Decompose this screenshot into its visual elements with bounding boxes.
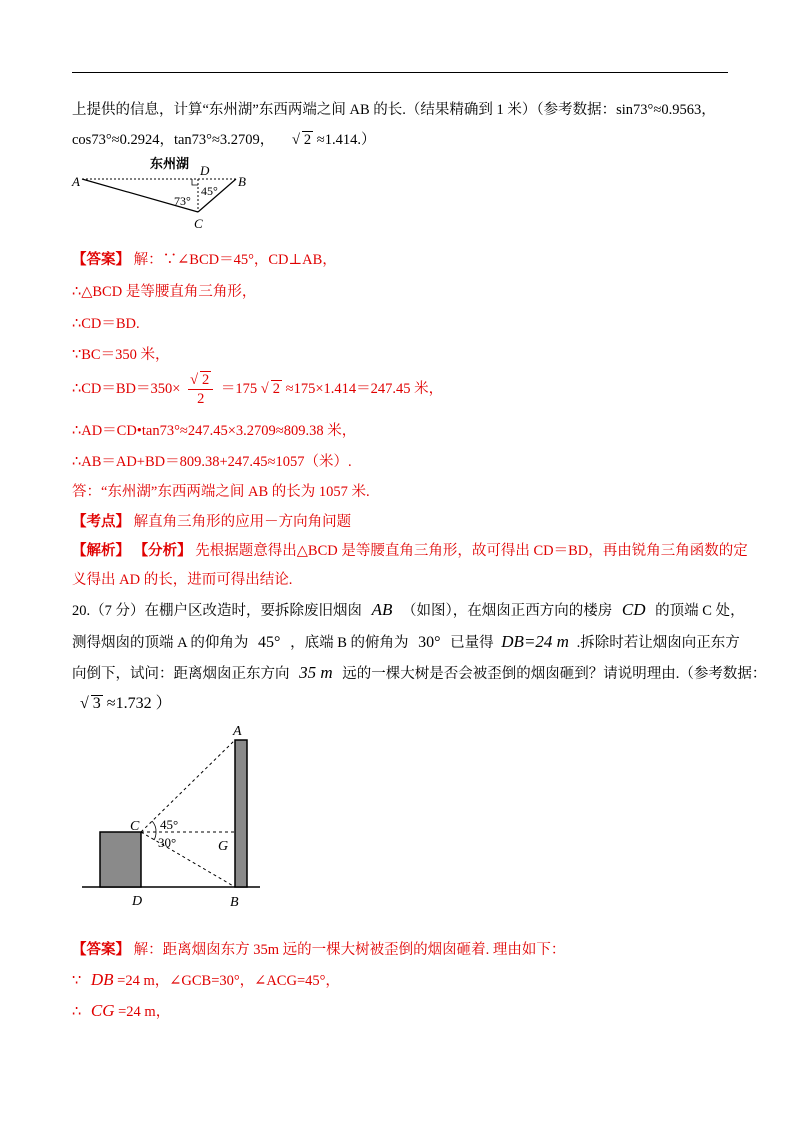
- fraction-numerator: 2: [202, 372, 210, 389]
- p20-l3a: 向倒下，试问：距离烟囱正东方向: [72, 666, 290, 682]
- answer19-line2: ∴△BCD 是等腰直角三角形，: [72, 284, 257, 300]
- problem20-line4: √ 3 ≈1.732 ）: [80, 695, 172, 712]
- p20-l3b: 远的一棵大树是否会被歪倒的烟囱砸到？请说明理由.（参考数据：: [342, 666, 767, 682]
- problem20-line3: [72, 663, 766, 684]
- lake-figure: [70, 150, 260, 235]
- point-A2: A: [233, 724, 242, 739]
- p20-angle45: 45°: [258, 634, 281, 651]
- point-D: D: [200, 163, 210, 178]
- answer20-DB: DB: [90, 970, 114, 989]
- point-B2: B: [230, 895, 239, 910]
- answer20-text1: 解：距离烟囱东方 35m 远的一棵大树被歪倒的烟囱砸着. 理由如下：: [133, 942, 566, 958]
- problem19-line1: 上提供的信息，计算“东州湖”东西两端之间 AB 的长.（结果精确到 1 米）（参考数据：sin73°≈0.9563，: [72, 102, 716, 118]
- p20-l2c: 已量得: [450, 635, 494, 651]
- reference-values: cos73°≈0.2924，tan73°≈3.2709，: [72, 132, 275, 148]
- angle-45-label: 45°: [201, 184, 218, 198]
- problem19-line2: cos73°≈0.2924，tan73°≈3.2709， √ 2 ≈1.414.）: [72, 132, 376, 148]
- p20-l2a: 测得烟囱的顶端 A 的仰角为: [72, 635, 249, 651]
- kaodian-text: 解直角三角形的应用－方向角问题: [133, 514, 352, 530]
- answer20-l2b: =24 m，∠GCB=30°，∠ACG=45°，: [117, 973, 340, 989]
- answer19-line7: ∴AB＝AD+BD＝809.38+247.45≈1057（米）.: [72, 454, 352, 470]
- answer19-sqrt: 2: [272, 381, 281, 397]
- right-angle-mark: [192, 179, 198, 185]
- sqrt2-approx: ≈1.414.）: [316, 132, 376, 148]
- answer19-line1: [72, 250, 337, 270]
- chimney-figure: [80, 720, 280, 915]
- kaodian-line: [72, 512, 351, 532]
- p20-angle30: 30°: [418, 634, 441, 651]
- answer19-l5a: ∴CD＝BD＝350×: [72, 381, 181, 397]
- point-D2: D: [132, 894, 143, 909]
- problem20-line2: [72, 632, 740, 653]
- fenxi-text1: 先根据题意得出△BCD 是等腰直角三角形，故可得出 CD＝BD，再由锐角三角函数的定: [195, 543, 748, 559]
- answer19-line5: ∴CD＝BD＝350× $\frac{√ 2}{2}$ ＝175 √ 2 ≈175×1.414＝247.45 米，: [72, 372, 444, 408]
- problem20-line1: [72, 600, 745, 621]
- sqrt2-value: 2: [303, 132, 312, 148]
- header-rule: [72, 72, 728, 73]
- answer19-l5c: ≈175×1.414＝247.45 米，: [285, 381, 444, 397]
- p20-l2b: ，底端 B 的俯角为: [290, 635, 409, 651]
- point-G: G: [218, 839, 229, 854]
- point-C2: C: [130, 819, 140, 834]
- segment-CA: [141, 740, 235, 832]
- answer19-line4: ∵BC＝350 米，: [72, 347, 170, 363]
- sqrt3-approx: ≈1.732 ）: [106, 695, 172, 712]
- answer20-line2: [72, 970, 340, 991]
- answer19-line8: 答：“东州湖”东西两端之间 AB 的长为 1057 米.: [72, 484, 370, 500]
- answer-tag: 【答案】: [72, 252, 130, 268]
- arc-45: [152, 821, 156, 832]
- chimney-AB: [235, 740, 247, 887]
- answer19-line6: ∴AD＝CD•tan73°≈247.45×3.2709≈809.38 米，: [72, 423, 357, 439]
- kaodian-tag: 【考点】: [72, 514, 130, 530]
- answer20-tag: 【答案】: [72, 942, 130, 958]
- arc-30: [154, 832, 156, 840]
- building-CD: [100, 832, 141, 887]
- answer20-l3b: =24 m，: [118, 1004, 171, 1020]
- fenxi-tag: 【分析】: [133, 543, 192, 559]
- jiexi-tag: 【解析】: [72, 543, 130, 559]
- angle-73-label: 73°: [174, 194, 191, 208]
- p20-CD: CD: [621, 600, 646, 619]
- fraction-sqrt2-over-2: $\frac{√ 2}{2}$: [188, 371, 213, 408]
- p20-l1b: （如图），在烟囱正西方向的楼房: [402, 603, 613, 619]
- answer20-line3: [72, 1001, 170, 1022]
- lake-label: 东州湖: [150, 156, 190, 171]
- answer19-line3: ∴CD＝BD.: [72, 316, 140, 332]
- answer20-CG: CG: [90, 1001, 115, 1020]
- therefore-symbol: ∴: [72, 1004, 82, 1020]
- because-symbol: ∵: [72, 973, 82, 989]
- point-C: C: [194, 216, 203, 231]
- p20-DB: DB=24 m: [501, 632, 569, 651]
- p20-l1a: 20.（7 分）在棚户区改造时，要拆除废旧烟囱: [72, 603, 362, 619]
- answer19-l5b: ＝175: [220, 381, 258, 397]
- answer20-line1: [72, 940, 565, 960]
- fenxi-line2: 义得出 AD 的长，进而可得出结论.: [72, 572, 293, 588]
- angle-45-fig2: 45°: [160, 817, 179, 832]
- p20-AB: AB: [371, 600, 393, 619]
- p20-35m: 35 m: [299, 663, 333, 682]
- angle-30-fig2: 30°: [158, 835, 177, 850]
- fenxi-line1: [72, 541, 748, 561]
- p20-l1c: 的顶端 C 处，: [655, 603, 745, 619]
- point-A: A: [72, 174, 80, 189]
- fraction-denominator: 2: [197, 391, 205, 408]
- point-B: B: [238, 174, 246, 189]
- answer19-text1: 解：∵∠BCD＝45°，CD⊥AB，: [133, 252, 337, 268]
- sqrt3-value: 3: [92, 695, 101, 712]
- p20-l2d: .拆除时若让烟囱向正东方: [576, 635, 740, 651]
